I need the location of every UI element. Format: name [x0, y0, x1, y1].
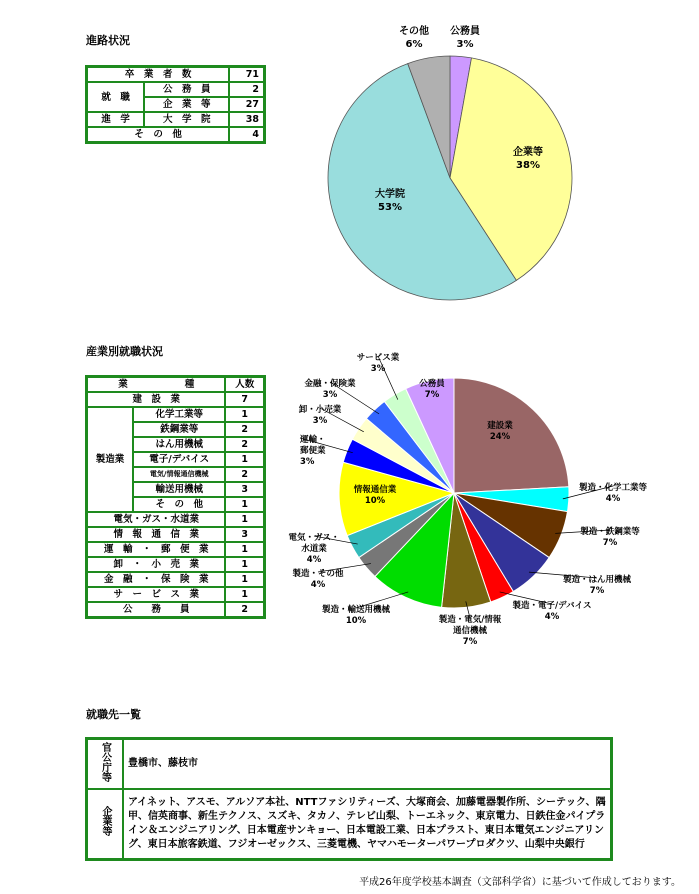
- employer-list-table: [85, 737, 613, 861]
- table-cell-label: 卒 業 者 数: [87, 67, 230, 83]
- table-cell-value: 2: [225, 467, 264, 482]
- table-cell-label: 卸 ・ 小 売 業: [87, 557, 226, 572]
- pie2-slice: [454, 378, 569, 493]
- pie1-label-name: 企業等: [513, 147, 543, 158]
- table-cell-label: 電気・ガス・水道業: [87, 512, 226, 527]
- pie1-label-name: 大学院: [375, 189, 405, 200]
- table-cell-value: 2: [225, 602, 264, 618]
- pie1-label-pct: 6%: [405, 39, 423, 50]
- section-title-sangyo: 産業別就職状況: [86, 345, 163, 358]
- table-cell-label: 情 報 通 信 業: [87, 527, 226, 542]
- pie1-label-pct: 53%: [378, 202, 402, 213]
- pie2-label-name: 情報通信業: [353, 485, 397, 495]
- pie2-label-pct: 3%: [370, 364, 386, 374]
- pie2-label-name: 製造・鉄鋼業等: [580, 527, 640, 537]
- table-cell-value: 38: [229, 112, 264, 127]
- pie2-label-pct: 7%: [424, 390, 440, 400]
- table-cell-value: 3: [225, 527, 264, 542]
- table-cell-value: 3: [225, 482, 264, 497]
- pie2-label-pct: 3%: [322, 390, 338, 400]
- pie2-label-pct: 7%: [602, 538, 618, 548]
- table-header-label: 業 種: [87, 377, 226, 393]
- table-cell-label: 大 学 院: [144, 112, 229, 127]
- pie2-label-pct: 10%: [364, 496, 386, 506]
- section-title-shinro: 進路状況: [86, 34, 130, 47]
- pie1-label-pct: 3%: [456, 39, 474, 50]
- table-cell-label: そ の 他: [133, 497, 225, 512]
- table-cell-label: 輸送用機械: [133, 482, 225, 497]
- pie2-label-pct: 10%: [345, 616, 367, 626]
- pie2-label-name: サービス業: [356, 353, 400, 363]
- table-cell-value: 2: [225, 437, 264, 452]
- pie2-label-name: 公務員: [419, 379, 445, 389]
- pie2-label-name: 電気・ガス・: [288, 533, 340, 543]
- table-cell-label: 公 務 員: [87, 602, 226, 618]
- pie2-label-pct: 4%: [544, 612, 560, 622]
- table-cell-value: 1: [225, 557, 264, 572]
- pie2-label-pct: 3%: [300, 457, 315, 467]
- pie2-label-name: 製造・はん用機械: [562, 575, 632, 585]
- pie2-label-pct: 7%: [462, 637, 478, 647]
- table-cell-label: 企 業 等: [144, 97, 229, 112]
- table-cell-value: 1: [225, 407, 264, 422]
- pie-chart-shinro: [0, 0, 699, 340]
- pie2-label-pct: 4%: [310, 580, 326, 590]
- table-cell-group: 製造業: [87, 407, 134, 512]
- table-cell-label: サ ー ビ ス 業: [87, 587, 226, 602]
- pie2-label-pct: 4%: [306, 555, 322, 565]
- pie2-label-pct: 24%: [489, 432, 511, 442]
- pie1-label-name: 公務員: [450, 26, 480, 37]
- table-cell-label: 鉄鋼業等: [133, 422, 225, 437]
- footer-note: 平成26年度学校基本調査（文部科学省）に基づいて作成しております。: [359, 877, 681, 888]
- pie2-label-pct: 3%: [312, 416, 328, 426]
- table-row: [87, 739, 612, 789]
- table-cell-label: 建 設 業: [87, 392, 226, 407]
- table-cell-value: 1: [225, 512, 264, 527]
- table-cell-label: 運 輸 ・ 郵 便 業: [87, 542, 226, 557]
- table-cell-value: 2: [225, 422, 264, 437]
- list-head-kanko: 官公庁等: [99, 742, 111, 783]
- pie1-label-pct: 38%: [516, 160, 540, 171]
- pie2-label-name: 金融・保険業: [304, 379, 356, 389]
- list-text-kigyo: アイネット、アスモ、アルソア本社、NTTファシリティーズ、大塚商会、加藤電器製作所、シーテック、隅甲、信英商事、新生テクノス、スズキ、タカノ、テレビ山梨、トーエネック、東京電力、日鉄住金パイプライン＆エンジニアリング、日本電産サンキョー、日本電設工業、日本プラスト、東日本電気エンジニアリング、東日本旅客鉄道、フジオーゼックス、三菱電機、ヤマハモーターパワープロダクツ、山梨中央銀行: [123, 789, 612, 860]
- table-cell-label: 化学工業等: [133, 407, 225, 422]
- pie2-label-name: 水道業: [301, 544, 327, 554]
- table-cell-value: 1: [225, 587, 264, 602]
- table-cell-label: 金 融 ・ 保 険 業: [87, 572, 226, 587]
- table-header-value: 人数: [225, 377, 264, 393]
- pie2-label-name: 運輸・: [300, 435, 326, 445]
- table-cell-value: 7: [225, 392, 264, 407]
- pie2-label-name: 製造・輸送用機械: [321, 605, 391, 615]
- pie2-label-pct: 7%: [589, 586, 605, 596]
- table-cell-value: 71: [229, 67, 264, 83]
- pie2-label-name: 郵便業: [300, 446, 326, 456]
- table-cell-value: 1: [225, 452, 264, 467]
- table-cell-value: 2: [229, 82, 264, 97]
- table-row: [87, 789, 612, 860]
- table-cell-value: 1: [225, 542, 264, 557]
- pie2-label-name: 通信機械: [452, 626, 488, 636]
- table-cell-label: そ の 他: [87, 127, 230, 143]
- list-head-kigyo: 企業等: [100, 806, 111, 836]
- table-cell-value: 1: [225, 497, 264, 512]
- table-cell-value: 27: [229, 97, 264, 112]
- table-cell-value: 4: [229, 127, 264, 143]
- pie2-label-pct: 4%: [605, 494, 621, 504]
- section-title-list: 就職先一覧: [86, 708, 141, 721]
- table-cell-label: 電気/情報通信機械: [133, 467, 225, 482]
- table-cell-group: 進 学: [87, 112, 145, 127]
- pie-chart-sangyo: [0, 340, 699, 680]
- pie2-label-name: 製造・その他: [292, 569, 344, 579]
- table-cell-group: 就 職: [87, 82, 145, 112]
- table-cell-label: はん用機械: [133, 437, 225, 452]
- pie2-label-name: 卸・小売業: [298, 405, 342, 415]
- table-cell-label: 電子/デバイス: [133, 452, 225, 467]
- pie2-label-name: 製造・電子/デバイス: [512, 601, 592, 611]
- list-text-kanko: 豊橋市、藤枝市: [123, 739, 612, 789]
- pie2-label-name: 製造・化学工業等: [578, 483, 648, 493]
- table-cell-value: 1: [225, 572, 264, 587]
- pie1-label-name: その他: [399, 26, 429, 37]
- table-cell-label: 公 務 員: [144, 82, 229, 97]
- pie2-label-name: 製造・電気/情報: [438, 615, 502, 625]
- pie2-label-name: 建設業: [487, 421, 513, 431]
